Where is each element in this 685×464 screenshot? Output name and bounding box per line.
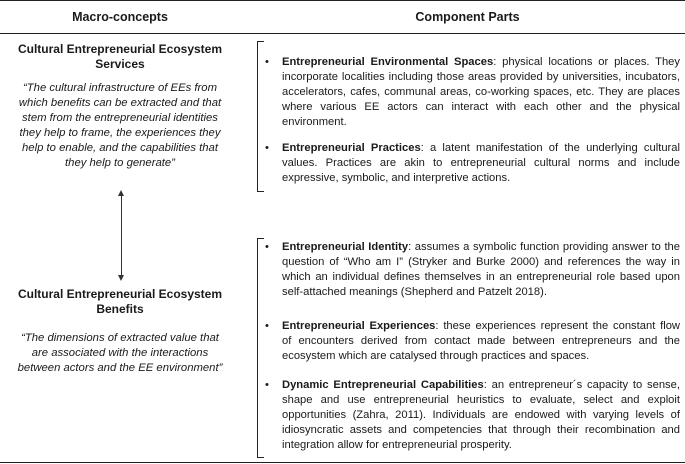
component-description: : these experiences represent the constant flow of encounters derived from contact made between entrepreneurs and the ecosystem which are catalysed through practices and spaces. [282, 320, 680, 362]
component-item-practices [265, 141, 680, 186]
benefits-block [14, 287, 226, 376]
component-description: : a latent manifestation of the underlying cultural values. Practices are akin to entrepreneurial cultural norms and include expressive, symbolic, and interpretive actions. [282, 142, 680, 184]
services-title: Cultural Entrepreneurial Ecosystem Services [17, 42, 223, 71]
bullet-icon: • [265, 320, 269, 332]
bottom-rule [0, 462, 685, 463]
connector-line [121, 195, 122, 276]
services-bracket [257, 41, 264, 192]
component-item-identity [265, 240, 681, 300]
header-rule [0, 33, 685, 34]
services-definition: “The cultural infrastructure of EEs from which benefits can be extracted and that stem from the entrepreneurial identities they help to frame, the experiences they help to enable, and the capabilities that they help to generate” [18, 82, 222, 169]
bullet-icon: • [265, 142, 269, 154]
benefits-definition: “The dimensions of extracted value that are associated with the interactions between actors and the EE environment” [17, 332, 223, 374]
component-term: Entrepreneurial Environmental Spaces [282, 56, 494, 68]
component-term: Dynamic Entrepreneurial Capabilities [282, 379, 484, 391]
component-term: Entrepreneurial Practices [282, 142, 421, 154]
component-item-experiences [265, 319, 680, 364]
component-term: Entrepreneurial Identity [282, 241, 409, 253]
benefits-bracket [257, 238, 264, 458]
column-header-macro-concepts: Macro-concepts [72, 10, 168, 24]
benefits-title: Cultural Entrepreneurial Ecosystem Benefits [17, 287, 223, 316]
component-description: : assumes a symbolic function providing answer to the question of “Who am I” (Stryker and Burke 2000) and references the way in which an individual defines themselves in an entrepreneurial role based upon self-attached meanings (Shepherd and Patzelt 2018). [282, 241, 681, 298]
bullet-icon: • [265, 241, 269, 253]
arrow-down-icon [118, 275, 124, 281]
services-block [14, 42, 226, 171]
component-description: : an entrepreneur´s capacity to sense, shape and use entrepreneurial heuristics to evaluate, select and exploit opportunities (Zahra, 2011). Individuals are endowed with varying levels of idiosyncratic assets and competencies that through their recombination and integration allow for entrepreneurial prosperity. [282, 379, 680, 451]
bullet-icon: • [265, 379, 269, 391]
component-item-capabilities [265, 378, 680, 453]
column-header-component-parts: Component Parts [415, 10, 520, 24]
bullet-icon: • [265, 56, 269, 68]
component-item-environmental-spaces [265, 55, 680, 130]
component-term: Entrepreneurial Experiences [282, 320, 436, 332]
component-description: : physical locations or places. They incorporate localities including those areas provided by universities, incubators, accelerators, cafes, communal areas, co-working spaces, etc. They are places where various EE actors can interact with each other and the physical environment. [282, 56, 680, 128]
